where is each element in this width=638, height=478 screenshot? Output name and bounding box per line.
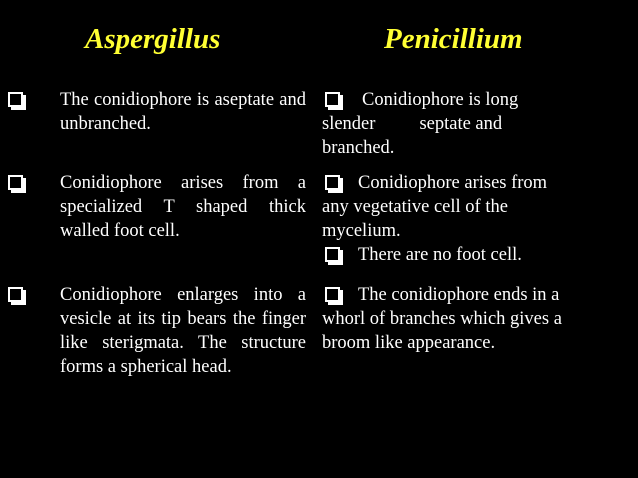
penicillium-point-1-text-2a: slender	[322, 114, 376, 134]
checkbox-bullet-icon	[8, 92, 23, 107]
penicillium-point-1-text-2b: septate and	[419, 114, 503, 134]
penicillium-point-3-line-1	[322, 283, 600, 307]
checkbox-bullet-icon	[8, 175, 23, 190]
penicillium-point-3-text-2: whorl of branches which gives a	[322, 309, 562, 329]
penicillium-point-1-text-1: Conidiophore is long	[362, 90, 519, 110]
penicillium-point-2-line-4	[322, 243, 600, 267]
penicillium-point-3-text-3: broom like appearance.	[322, 333, 496, 353]
checkbox-bullet-icon	[325, 287, 340, 302]
checkbox-bullet-icon	[325, 175, 340, 190]
aspergillus-point-2-text: Conidiophore arises from a specialized T shaped thick walled foot cell.	[60, 173, 306, 241]
checkbox-bullet-icon	[325, 247, 340, 262]
aspergillus-point-2	[0, 171, 306, 243]
penicillium-point-1-text-3: branched.	[322, 138, 395, 158]
aspergillus-point-1	[0, 88, 306, 136]
checkbox-bullet-icon	[8, 287, 23, 302]
heading-aspergillus: Aspergillus	[85, 23, 221, 55]
penicillium-point-2-line-1	[322, 171, 600, 195]
penicillium-point-2-text-1: Conidiophore arises from	[358, 173, 548, 193]
penicillium-point-3-text-1: The conidiophore ends in a	[358, 285, 560, 305]
penicillium-point-2-text-2: any vegetative cell of the	[322, 197, 508, 217]
penicillium-point-1-line-2	[322, 112, 600, 136]
checkbox-bullet-icon	[325, 92, 340, 107]
aspergillus-point-3	[0, 283, 306, 379]
heading-penicillium: Penicillium	[384, 23, 523, 55]
penicillium-point-1	[322, 88, 600, 160]
penicillium-point-2	[322, 171, 600, 267]
aspergillus-point-1-text: The conidiophore is aseptate and unbranched.	[60, 90, 306, 134]
penicillium-point-3	[322, 283, 600, 355]
penicillium-point-1-line-1	[322, 88, 600, 112]
penicillium-point-2-text-4: There are no foot cell.	[358, 245, 522, 265]
penicillium-point-2-text-3: mycelium.	[322, 221, 401, 241]
aspergillus-point-3-text: Conidiophore enlarges into a vesicle at its tip bears the finger like sterigmata. The structure forms a spherical head.	[60, 285, 306, 377]
